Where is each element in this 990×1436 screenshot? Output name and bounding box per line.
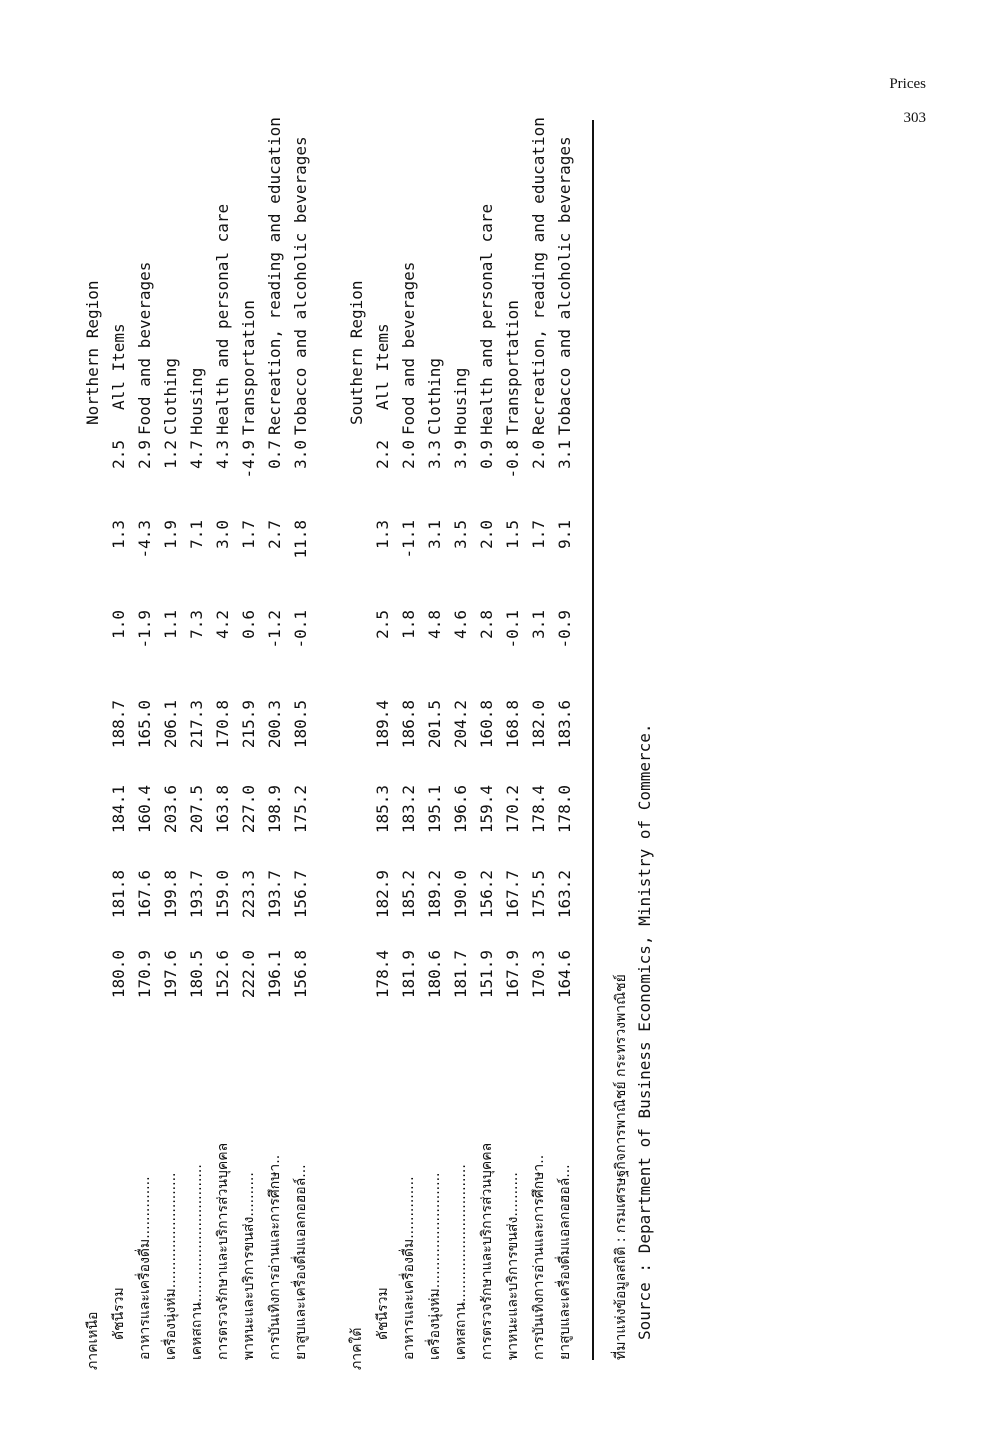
region-name-english: Southern Region <box>347 280 366 425</box>
table-row <box>552 80 578 1380</box>
index-value: 0.9 <box>477 440 496 469</box>
item-label-thai: การตรวจรักษาและบริการส่วนบุคคล <box>479 1142 495 1360</box>
index-value: 185.2 <box>399 870 418 919</box>
item-label-english: Health and personal care <box>213 203 232 435</box>
index-value: 167.9 <box>503 950 522 999</box>
index-value: 163.8 <box>213 785 232 834</box>
table-row <box>106 80 132 1380</box>
item-label-thai: เครื่องนุ่งห่ม.......................... <box>427 1172 443 1360</box>
index-value: 2.0 <box>529 440 548 469</box>
index-value: 3.5 <box>451 520 470 549</box>
item-label-english: All Items <box>373 323 392 410</box>
page-number: 303 <box>903 110 926 126</box>
index-value: 193.7 <box>187 870 206 919</box>
item-label-thai: ดัชนีรวม <box>111 1287 127 1340</box>
region-header-row <box>80 80 106 1380</box>
index-value: 182.0 <box>529 700 548 749</box>
index-value: -0.1 <box>291 610 310 649</box>
index-value: 196.1 <box>265 950 284 999</box>
item-label-english: Clothing <box>161 357 180 435</box>
index-value: 196.6 <box>451 785 470 834</box>
index-value: 197.6 <box>161 950 180 999</box>
index-value: 7.1 <box>187 520 206 549</box>
index-value: 3.9 <box>451 440 470 469</box>
index-value: 189.4 <box>373 700 392 749</box>
index-value: 207.5 <box>187 785 206 834</box>
index-value: 160.8 <box>477 700 496 749</box>
region-name-thai: ภาคใต้ <box>349 1327 365 1370</box>
item-label-thai: อาหารและเครื่องดื่ม.............. <box>401 1176 417 1360</box>
item-label-english: Tobacco and alcoholic beverages <box>555 136 574 435</box>
index-value: 2.5 <box>373 610 392 639</box>
item-label-english: Food and beverages <box>135 261 154 435</box>
table-row <box>396 80 422 1380</box>
index-value: 3.1 <box>529 610 548 639</box>
table-row <box>288 80 314 1380</box>
index-value: 3.3 <box>425 440 444 469</box>
item-label-english: Housing <box>451 367 470 435</box>
table-row <box>210 80 236 1380</box>
index-value: 156.8 <box>291 950 310 999</box>
index-value: 206.1 <box>161 700 180 749</box>
index-value: 170.2 <box>503 785 522 834</box>
index-value: 164.6 <box>555 950 574 999</box>
item-label-english: Tobacco and alcoholic beverages <box>291 136 310 435</box>
index-value: 170.3 <box>529 950 548 999</box>
index-value: 1.8 <box>399 610 418 639</box>
index-value: 215.9 <box>239 700 258 749</box>
item-label-english: Food and beverages <box>399 261 418 435</box>
index-value: 190.0 <box>451 870 470 919</box>
index-value: 180.5 <box>187 950 206 999</box>
item-label-thai: การบันเทิงการอ่านและการศึกษา.. <box>531 1154 547 1360</box>
item-label-thai: การบันเทิงการอ่านและการศึกษา.. <box>267 1154 283 1360</box>
index-value: 204.2 <box>451 700 470 749</box>
index-value: 0.7 <box>265 440 284 469</box>
index-value: 1.5 <box>503 520 522 549</box>
index-value: 167.7 <box>503 870 522 919</box>
index-value: 1.9 <box>161 520 180 549</box>
index-value: 184.1 <box>109 785 128 834</box>
index-value: -0.9 <box>555 610 574 649</box>
index-value: 198.9 <box>265 785 284 834</box>
item-label-thai: ยาสูบและเครื่องดื่มแอลกอฮอล์... <box>557 1164 573 1360</box>
index-value: 186.8 <box>399 700 418 749</box>
table-row <box>158 80 184 1380</box>
item-label-english: Housing <box>187 367 206 435</box>
index-value: 1.3 <box>109 520 128 549</box>
item-label-thai: เครื่องนุ่งห่ม.......................... <box>163 1172 179 1360</box>
index-value: 223.3 <box>239 870 258 919</box>
index-value: 217.3 <box>187 700 206 749</box>
index-value: -4.9 <box>239 440 258 479</box>
index-value: 227.0 <box>239 785 258 834</box>
item-label-english: Clothing <box>425 357 444 435</box>
region-name-english: Northern Region <box>83 280 102 425</box>
index-value: 11.8 <box>291 520 310 559</box>
index-value: 156.2 <box>477 870 496 919</box>
index-value: 2.9 <box>135 440 154 469</box>
index-value: 2.2 <box>373 440 392 469</box>
price-index-table <box>60 80 780 1380</box>
index-value: 159.0 <box>213 870 232 919</box>
index-value: 9.1 <box>555 520 574 549</box>
index-value: -0.8 <box>503 440 522 479</box>
index-value: 180.5 <box>291 700 310 749</box>
index-value: 185.3 <box>373 785 392 834</box>
index-value: 3.0 <box>213 520 232 549</box>
table-row <box>184 80 210 1380</box>
index-value: 3.0 <box>291 440 310 469</box>
index-value: 203.6 <box>161 785 180 834</box>
index-value: 193.7 <box>265 870 284 919</box>
index-value: 199.8 <box>161 870 180 919</box>
index-value: 183.2 <box>399 785 418 834</box>
index-value: -0.1 <box>503 610 522 649</box>
index-value: 168.8 <box>503 700 522 749</box>
item-label-english: Transportation <box>239 300 258 435</box>
index-value: 165.0 <box>135 700 154 749</box>
index-value: 2.0 <box>399 440 418 469</box>
index-value: 4.3 <box>213 440 232 469</box>
index-value: -1.1 <box>399 520 418 559</box>
table-row <box>474 80 500 1380</box>
index-value: 151.9 <box>477 950 496 999</box>
table-row <box>236 80 262 1380</box>
index-value: 4.6 <box>451 610 470 639</box>
index-value: 180.6 <box>425 950 444 999</box>
index-value: -4.3 <box>135 520 154 559</box>
index-value: 180.0 <box>109 950 128 999</box>
index-value: 1.7 <box>239 520 258 549</box>
index-value: 2.0 <box>477 520 496 549</box>
index-value: 156.7 <box>291 870 310 919</box>
index-value: 181.9 <box>399 950 418 999</box>
index-value: 170.8 <box>213 700 232 749</box>
region-header-row <box>344 80 370 1380</box>
source-note-thai: ที่มาแห่งข้อมูลสถิติ : กรมเศรษฐกิจการพาณิชย์ กระทรวงพาณิชย์ <box>613 974 629 1360</box>
item-label-english: Health and personal care <box>477 203 496 435</box>
index-value: 1.1 <box>161 610 180 639</box>
index-value: 182.9 <box>373 870 392 919</box>
region-name-thai: ภาคเหนือ <box>85 1311 101 1370</box>
table-row <box>132 80 158 1380</box>
item-label-thai: ยาสูบและเครื่องดื่มแอลกอฮอล์... <box>293 1164 309 1360</box>
table-row <box>370 80 396 1380</box>
index-value: 170.9 <box>135 950 154 999</box>
index-value: -1.2 <box>265 610 284 649</box>
index-value: 3.1 <box>555 440 574 469</box>
index-value: 178.0 <box>555 785 574 834</box>
table-row <box>422 80 448 1380</box>
index-value: 152.6 <box>213 950 232 999</box>
index-value: 183.6 <box>555 700 574 749</box>
index-value: 178.4 <box>529 785 548 834</box>
index-value: 195.1 <box>425 785 444 834</box>
item-label-thai: ดัชนีรวม <box>375 1287 391 1340</box>
index-value: 0.6 <box>239 610 258 639</box>
index-value: 201.5 <box>425 700 444 749</box>
index-value: 2.5 <box>109 440 128 469</box>
index-value: 160.4 <box>135 785 154 834</box>
item-label-thai: การตรวจรักษาและบริการส่วนบุคคล <box>215 1142 231 1360</box>
index-value: 159.4 <box>477 785 496 834</box>
index-value: 1.0 <box>109 610 128 639</box>
index-value: 4.7 <box>187 440 206 469</box>
index-value: 178.4 <box>373 950 392 999</box>
table-row <box>262 80 288 1380</box>
table-row <box>526 80 552 1380</box>
index-value: 167.6 <box>135 870 154 919</box>
index-value: 7.3 <box>187 610 206 639</box>
item-label-thai: เคหสถาน............................... <box>189 1164 205 1360</box>
index-value: 181.8 <box>109 870 128 919</box>
item-label-thai: พาหนะและบริการขนส่ง.......... <box>505 1172 521 1360</box>
item-label-english: Recreation, reading and education <box>265 117 284 435</box>
index-value: 188.7 <box>109 700 128 749</box>
index-value: 2.8 <box>477 610 496 639</box>
index-value: 3.1 <box>425 520 444 549</box>
item-label-english: Recreation, reading and education <box>529 117 548 435</box>
index-value: 189.2 <box>425 870 444 919</box>
index-value: 1.7 <box>529 520 548 549</box>
table-row <box>448 80 474 1380</box>
index-value: 163.2 <box>555 870 574 919</box>
index-value: 4.2 <box>213 610 232 639</box>
table-bottom-rule <box>592 120 594 1360</box>
index-value: 175.5 <box>529 870 548 919</box>
item-label-thai: เคหสถาน............................... <box>453 1164 469 1360</box>
item-label-english: Transportation <box>503 300 522 435</box>
section-header: Prices <box>889 76 926 92</box>
table-row <box>500 80 526 1380</box>
index-value: -1.9 <box>135 610 154 649</box>
index-value: 222.0 <box>239 950 258 999</box>
index-value: 200.3 <box>265 700 284 749</box>
item-label-english: All Items <box>109 323 128 410</box>
index-value: 181.7 <box>451 950 470 999</box>
item-label-thai: พาหนะและบริการขนส่ง.......... <box>241 1172 257 1360</box>
source-note-english: Source : Department of Business Economics, Ministry of Commerce. <box>635 723 654 1340</box>
index-value: 4.8 <box>425 610 444 639</box>
index-value: 175.2 <box>291 785 310 834</box>
index-value: 2.7 <box>265 520 284 549</box>
index-value: 1.3 <box>373 520 392 549</box>
item-label-thai: อาหารและเครื่องดื่ม.............. <box>137 1176 153 1360</box>
index-value: 1.2 <box>161 440 180 469</box>
